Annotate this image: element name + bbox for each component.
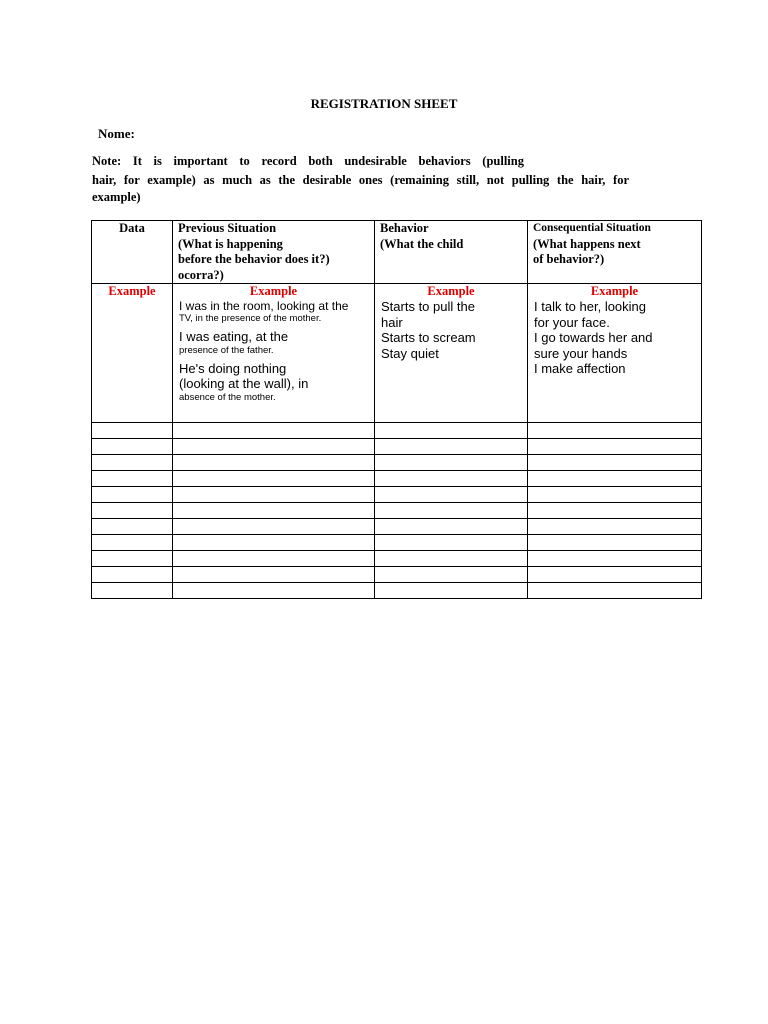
consequential-situation-cell[interactable]: [528, 455, 702, 471]
data-cell[interactable]: [92, 487, 173, 503]
table-row: [92, 487, 702, 503]
example-data-cell: [92, 284, 173, 423]
previous-situation-cell[interactable]: [173, 519, 375, 535]
table-row: [92, 503, 702, 519]
data-cell[interactable]: [92, 423, 173, 439]
document-title: REGISTRATION SHEET: [310, 96, 458, 111]
header-behavior-sub: (What the child: [380, 236, 464, 251]
example-label: Example: [427, 284, 475, 298]
header-previous-sub-3: ocorra?): [178, 267, 224, 282]
example-previous-line: I was eating, at the: [179, 329, 289, 344]
consequential-situation-cell[interactable]: [528, 439, 702, 455]
behavior-cell[interactable]: [375, 455, 528, 471]
name-label: Nome:: [98, 126, 135, 141]
example-previous-line: absence of the mother.: [179, 391, 276, 403]
example-consequential-line: for your face.: [534, 314, 610, 330]
table-row: [92, 551, 702, 567]
consequential-situation-cell[interactable]: [528, 471, 702, 487]
header-previous-cell: [173, 221, 375, 284]
previous-situation-cell[interactable]: [173, 471, 375, 487]
example-behavior-line: hair: [381, 314, 403, 330]
table-row: [92, 567, 702, 583]
behavior-cell[interactable]: [375, 567, 528, 583]
data-cell[interactable]: [92, 503, 173, 519]
example-previous-line: presence of the father.: [179, 344, 274, 356]
header-consequential-sub-2: of behavior?): [533, 252, 605, 266]
example-consequential-line: I go towards her and: [534, 330, 653, 345]
header-behavior-title: Behavior: [380, 221, 429, 235]
example-previous-line: He's doing nothing: [179, 360, 287, 376]
header-data-cell: [92, 221, 173, 284]
behavior-cell[interactable]: [375, 519, 528, 535]
behavior-cell[interactable]: [375, 583, 528, 599]
header-previous-title: Previous Situation: [178, 221, 277, 235]
example-behavior-line: Starts to pull the: [381, 299, 475, 314]
table-row: [92, 583, 702, 599]
consequential-situation-cell[interactable]: [528, 583, 702, 599]
note-text-line-3: example): [92, 190, 141, 204]
consequential-situation-cell[interactable]: [528, 567, 702, 583]
data-cell[interactable]: [92, 455, 173, 471]
consequential-situation-cell[interactable]: [528, 503, 702, 519]
previous-situation-cell[interactable]: [173, 487, 375, 503]
example-behavior-line: Starts to scream: [381, 330, 476, 345]
data-cell[interactable]: [92, 535, 173, 551]
example-consequential-cell: [528, 284, 702, 423]
header-previous-sub-2: before the behavior does it?): [178, 252, 330, 266]
example-previous-line: TV, in the presence of the mother.: [179, 313, 322, 324]
previous-situation-cell[interactable]: [173, 567, 375, 583]
previous-situation-cell[interactable]: [173, 535, 375, 551]
consequential-situation-cell[interactable]: [528, 423, 702, 439]
consequential-situation-cell[interactable]: [528, 487, 702, 503]
previous-situation-cell[interactable]: [173, 423, 375, 439]
data-cell[interactable]: [92, 583, 173, 599]
registration-table: [91, 220, 702, 599]
previous-situation-cell[interactable]: [173, 583, 375, 599]
table-row: [92, 439, 702, 455]
behavior-cell[interactable]: [375, 535, 528, 551]
table-row: [92, 535, 702, 551]
previous-situation-cell[interactable]: [173, 551, 375, 567]
table-row: [92, 519, 702, 535]
example-label: Example: [590, 284, 639, 298]
header-consequential-cell: [528, 221, 702, 284]
header-data: Data: [119, 221, 145, 235]
table-row: [92, 471, 702, 487]
consequential-situation-cell[interactable]: [528, 519, 702, 535]
example-label: Example: [108, 284, 156, 298]
data-cell[interactable]: [92, 471, 173, 487]
note-text-line-2: hair, for example) as much as the desirable ones (remaining still, not pulling the hair, for: [92, 173, 629, 187]
behavior-cell[interactable]: [375, 471, 528, 487]
header-consequential-sub-1: (What happens next: [533, 236, 641, 251]
example-behavior-cell: [375, 284, 528, 423]
behavior-cell[interactable]: [375, 423, 528, 439]
behavior-cell[interactable]: [375, 503, 528, 519]
data-cell[interactable]: [92, 551, 173, 567]
example-previous-cell: [173, 284, 375, 423]
note-text-line-1: Note: It is important to record both undesirable behaviors (pulling: [92, 154, 524, 168]
example-behavior-line: Stay quiet: [381, 345, 439, 361]
table-row: [92, 423, 702, 439]
previous-situation-cell[interactable]: [173, 455, 375, 471]
consequential-situation-cell[interactable]: [528, 535, 702, 551]
example-row: [92, 284, 702, 423]
example-previous-line: I was in the room, looking at the: [179, 299, 349, 313]
data-cell[interactable]: [92, 519, 173, 535]
example-label: Example: [249, 284, 298, 298]
previous-situation-cell[interactable]: [173, 439, 375, 455]
previous-situation-cell[interactable]: [173, 503, 375, 519]
data-cell[interactable]: [92, 439, 173, 455]
behavior-cell[interactable]: [375, 487, 528, 503]
behavior-cell[interactable]: [375, 551, 528, 567]
example-consequential-line: I talk to her, looking: [534, 299, 647, 314]
behavior-cell[interactable]: [375, 439, 528, 455]
example-consequential-line: I make affection: [534, 361, 626, 376]
header-previous-sub-1: (What is happening: [178, 236, 283, 251]
consequential-situation-cell[interactable]: [528, 551, 702, 567]
table-row: [92, 455, 702, 471]
header-consequential-title: Consequential Situation: [533, 222, 651, 234]
header-behavior-cell: [375, 221, 528, 284]
example-previous-line: (looking at the wall), in: [179, 376, 309, 391]
example-consequential-line: sure your hands: [534, 345, 628, 361]
table-header-row: [92, 221, 702, 284]
data-cell[interactable]: [92, 567, 173, 583]
